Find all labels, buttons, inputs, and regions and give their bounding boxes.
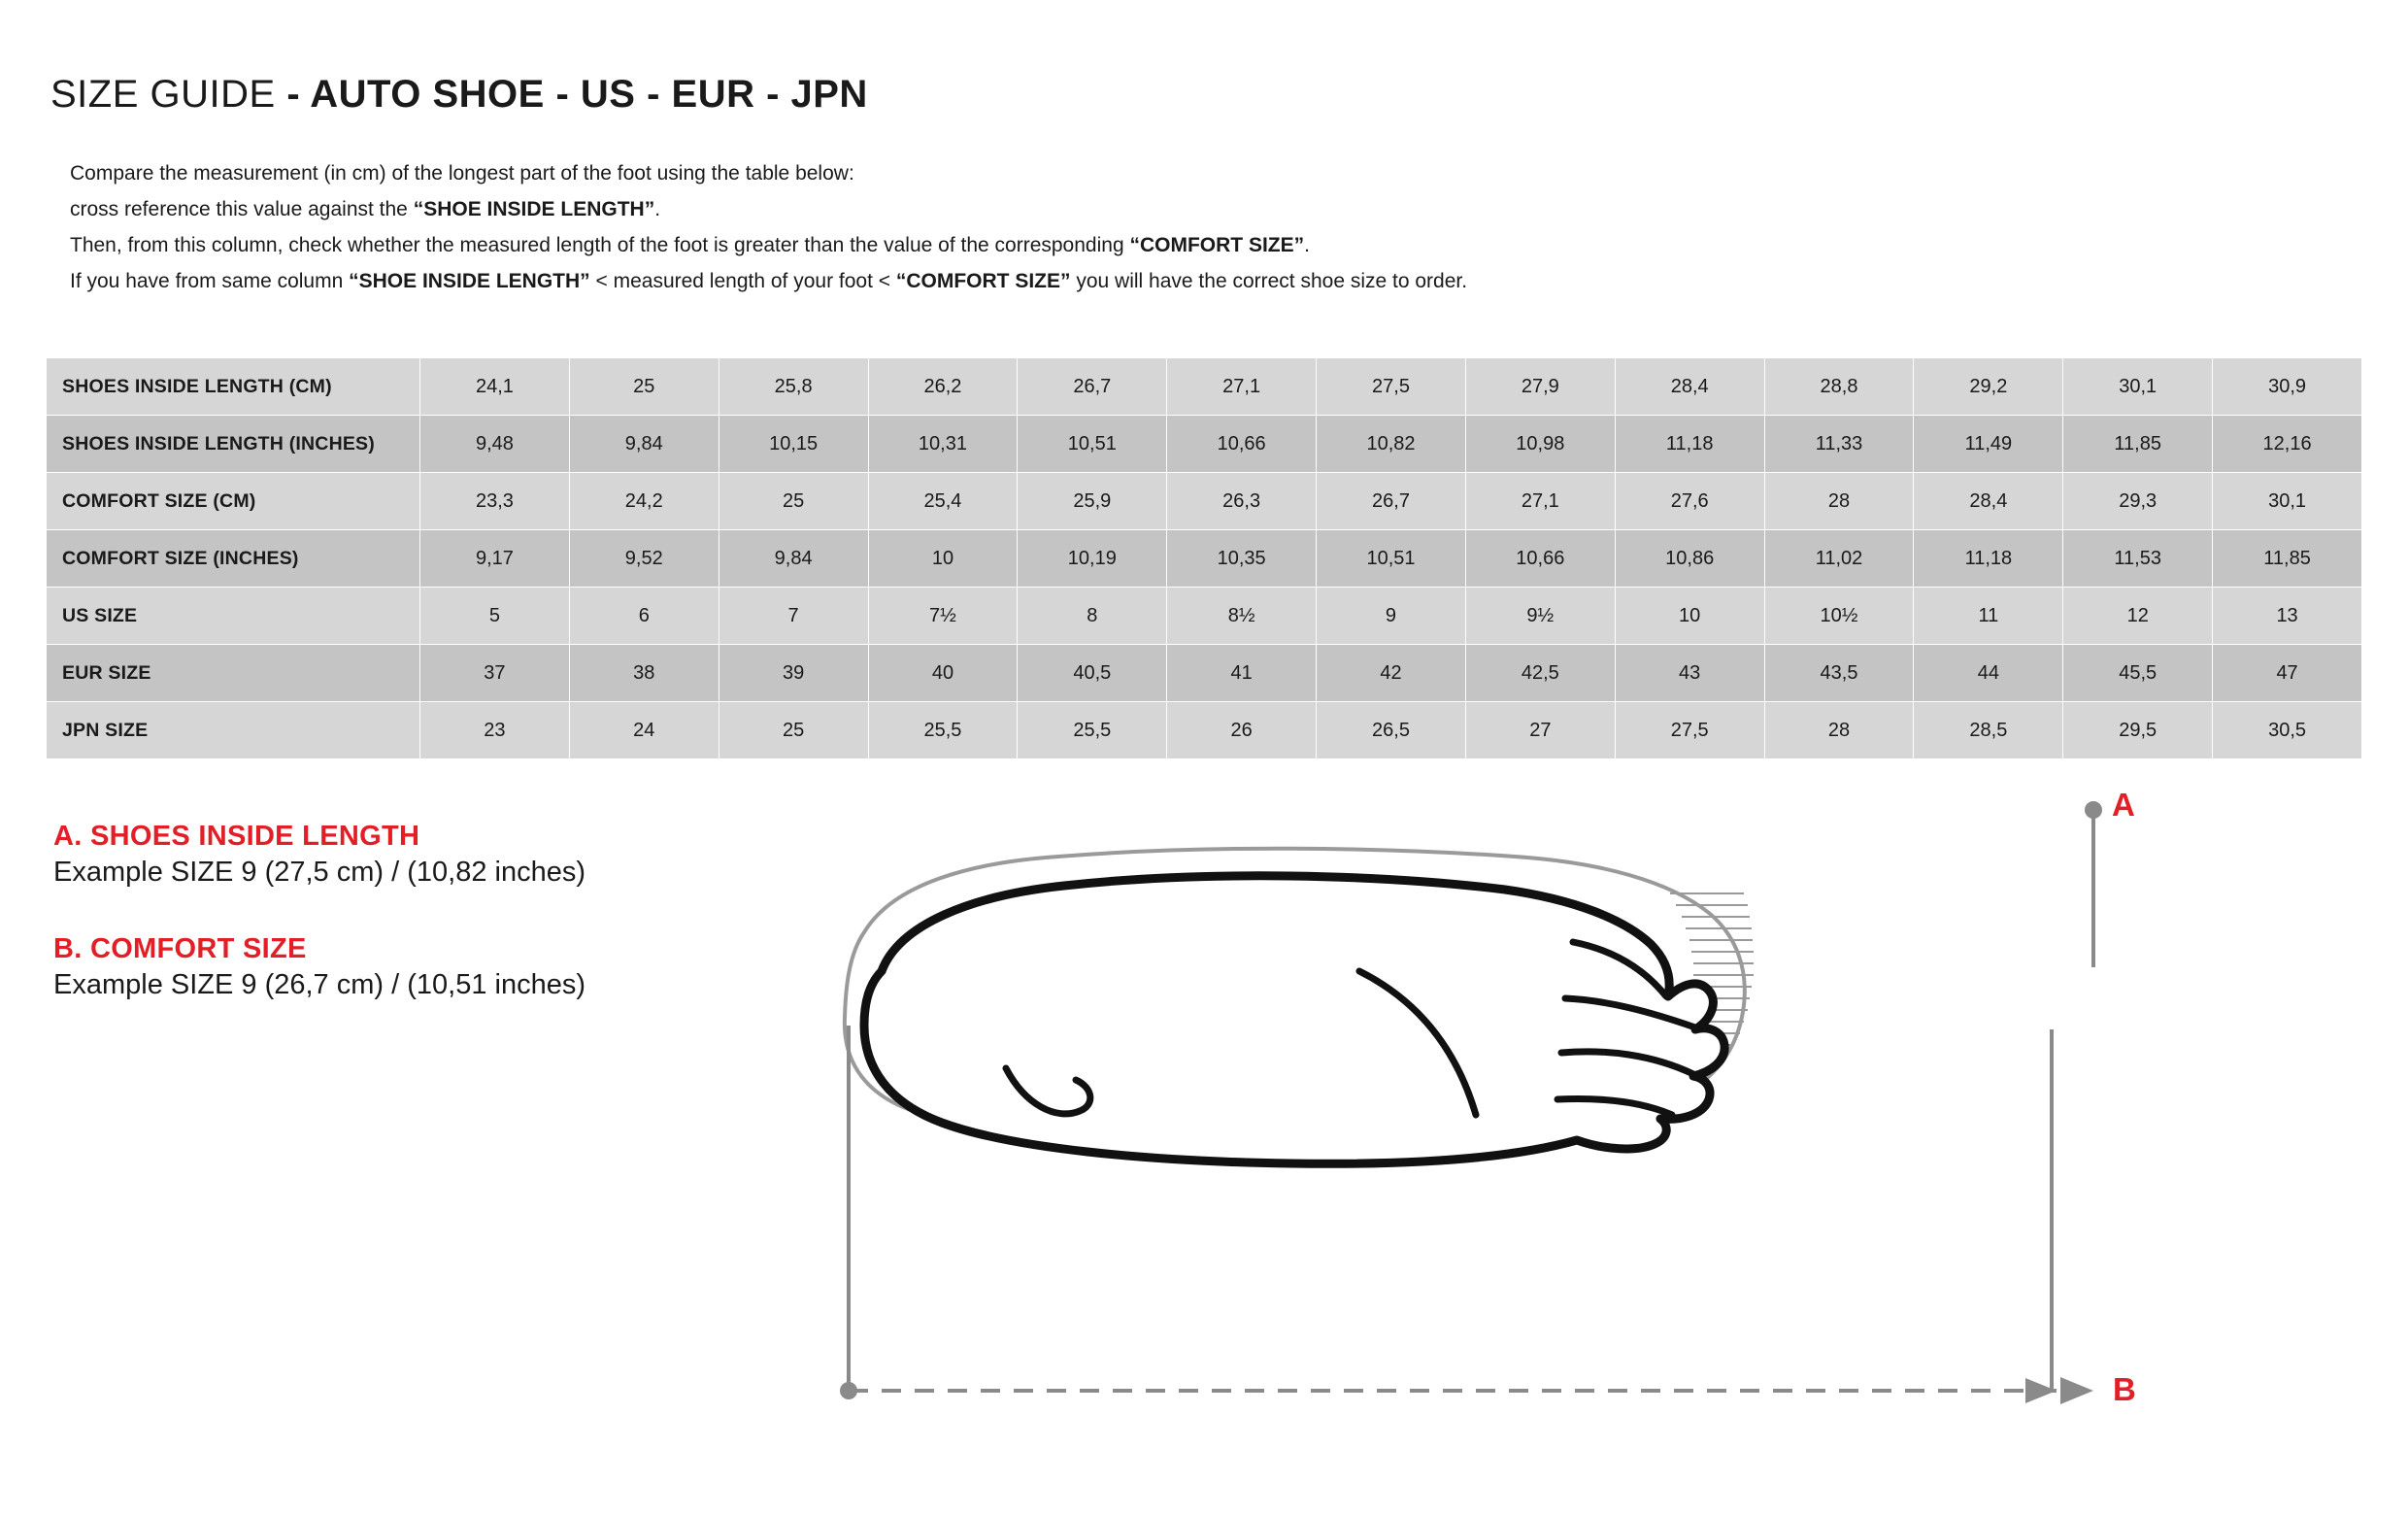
table-cell: 10,51: [1317, 530, 1466, 588]
table-cell: 10: [868, 530, 1018, 588]
table-cell: 11,53: [2063, 530, 2213, 588]
table-cell: 8: [1018, 588, 1167, 645]
page-title: [50, 73, 868, 117]
intro-line-2-text-a: cross reference this value against the: [70, 198, 414, 220]
label-b: B: [2113, 1371, 2136, 1407]
intro-line-2-emph: “SHOE INSIDE LENGTH”: [413, 198, 655, 220]
table-cell: 28,5: [1914, 702, 2063, 759]
table-row: [47, 416, 2362, 473]
intro-line-2: [70, 191, 1467, 227]
table-cell: 27: [1465, 702, 1615, 759]
table-cell: 26,3: [1167, 473, 1317, 530]
table-cell: 43,5: [1764, 645, 1914, 702]
foot-diagram-svg: [835, 777, 2369, 1476]
table-cell: 41: [1167, 645, 1317, 702]
table-cell: 24,1: [420, 358, 570, 416]
intro-line-4-text-e: you will have the correct shoe size to order.: [1070, 270, 1468, 292]
table-cell: 26,5: [1317, 702, 1466, 759]
table-cell: 7: [719, 588, 868, 645]
intro-line-3: [70, 227, 1467, 263]
table-cell: 38: [569, 645, 719, 702]
table-cell: 26,7: [1317, 473, 1466, 530]
table-cell: 43: [1615, 645, 1764, 702]
table-cell: 9,48: [420, 416, 570, 473]
table-cell: 44: [1914, 645, 2063, 702]
intro-line-4: [70, 263, 1467, 299]
table-cell: 9,84: [719, 530, 868, 588]
table-cell: 25,5: [868, 702, 1018, 759]
table-row-header: COMFORT SIZE (CM): [47, 473, 420, 530]
table-row: [47, 530, 2362, 588]
table-cell: 25: [719, 473, 868, 530]
table-cell: 30,9: [2213, 358, 2362, 416]
table-cell: 10½: [1764, 588, 1914, 645]
size-table-container: [46, 357, 2362, 759]
table-cell: 8½: [1167, 588, 1317, 645]
legend-b-title: B. COMFORT SIZE: [53, 933, 307, 964]
table-cell: 6: [569, 588, 719, 645]
foot-outline-path: [864, 876, 1724, 1163]
table-row-header: US SIZE: [47, 588, 420, 645]
table-cell: 11,49: [1914, 416, 2063, 473]
table-cell: 47: [2213, 645, 2362, 702]
table-cell: 11,02: [1764, 530, 1914, 588]
page-title-bold: - AUTO SHOE - US - EUR - JPN: [286, 73, 868, 116]
table-cell: 25,9: [1018, 473, 1167, 530]
table-cell: 40: [868, 645, 1018, 702]
table-cell: 27,6: [1615, 473, 1764, 530]
table-cell: 9,84: [569, 416, 719, 473]
table-cell: 28,8: [1764, 358, 1914, 416]
table-cell: 30,1: [2063, 358, 2213, 416]
table-cell: 30,5: [2213, 702, 2362, 759]
intro-line-3-text-c: .: [1304, 234, 1310, 256]
table-cell: 40,5: [1018, 645, 1167, 702]
table-cell: 10,51: [1018, 416, 1167, 473]
table-cell: 28: [1764, 702, 1914, 759]
table-cell: 25,4: [868, 473, 1018, 530]
table-cell: 29,2: [1914, 358, 2063, 416]
table-row: [47, 702, 2362, 759]
table-cell: 10,98: [1465, 416, 1615, 473]
table-cell: 9½: [1465, 588, 1615, 645]
table-cell: 11,33: [1764, 416, 1914, 473]
table-cell: 10,66: [1167, 416, 1317, 473]
table-cell: 11,85: [2213, 530, 2362, 588]
table-row: [47, 358, 2362, 416]
table-row: [47, 645, 2362, 702]
table-cell: 28,4: [1914, 473, 2063, 530]
table-cell: 27,5: [1317, 358, 1466, 416]
table-cell: 42: [1317, 645, 1466, 702]
table-row-header: SHOES INSIDE LENGTH (INCHES): [47, 416, 420, 473]
table-cell: 25: [569, 358, 719, 416]
table-cell: 26,7: [1018, 358, 1167, 416]
table-cell: 7½: [868, 588, 1018, 645]
intro-text: [70, 155, 1467, 299]
size-table: [46, 357, 2362, 759]
table-cell: 27,9: [1465, 358, 1615, 416]
table-cell: 9: [1317, 588, 1466, 645]
intro-line-1-text: Compare the measurement (in cm) of the longest part of the foot using the table below:: [70, 162, 854, 185]
table-cell: 23: [420, 702, 570, 759]
table-cell: 10,15: [719, 416, 868, 473]
table-cell: 28,4: [1615, 358, 1764, 416]
table-row-header: EUR SIZE: [47, 645, 420, 702]
table-cell: 25,8: [719, 358, 868, 416]
legend: [53, 821, 791, 1001]
table-cell: 9,17: [420, 530, 570, 588]
table-cell: 11,18: [1914, 530, 2063, 588]
table-cell: 27,1: [1167, 358, 1317, 416]
table-cell: 11: [1914, 588, 2063, 645]
table-cell: 30,1: [2213, 473, 2362, 530]
foot-diagram: [835, 777, 2369, 1476]
table-cell: 11,85: [2063, 416, 2213, 473]
table-cell: 39: [719, 645, 868, 702]
intro-line-4-text-c: < measured length of your foot <: [589, 270, 896, 292]
table-cell: 13: [2213, 588, 2362, 645]
legend-a-subtitle: Example SIZE 9 (27,5 cm) / (10,82 inches): [53, 857, 585, 888]
intro-line-2-text-c: .: [654, 198, 661, 220]
table-cell: 42,5: [1465, 645, 1615, 702]
table-cell: 24: [569, 702, 719, 759]
table-cell: 10,66: [1465, 530, 1615, 588]
table-cell: 9,52: [569, 530, 719, 588]
table-cell: 10,31: [868, 416, 1018, 473]
table-row: [47, 473, 2362, 530]
table-cell: 45,5: [2063, 645, 2213, 702]
table-cell: 37: [420, 645, 570, 702]
table-row-header: SHOES INSIDE LENGTH (CM): [47, 358, 420, 416]
table-cell: 10,86: [1615, 530, 1764, 588]
intro-line-3-emph: “COMFORT SIZE”: [1129, 234, 1305, 256]
intro-line-1: [70, 155, 1467, 191]
table-cell: 5: [420, 588, 570, 645]
table-cell: 27,1: [1465, 473, 1615, 530]
table-cell: 10,19: [1018, 530, 1167, 588]
intro-line-3-text-a: Then, from this column, check whether the measured length of the foot is greater than the value of the corresponding: [70, 234, 1130, 256]
page-title-light: SIZE GUIDE: [50, 73, 276, 116]
table-cell: 12: [2063, 588, 2213, 645]
table-cell: 10: [1615, 588, 1764, 645]
table-cell: 11,18: [1615, 416, 1764, 473]
table-cell: 25,5: [1018, 702, 1167, 759]
table-cell: 29,3: [2063, 473, 2213, 530]
legend-b-subtitle: Example SIZE 9 (26,7 cm) / (10,51 inches): [53, 969, 585, 1000]
table-cell: 26: [1167, 702, 1317, 759]
label-a: A: [2112, 787, 2135, 823]
intro-line-4-emph-2: “COMFORT SIZE”: [895, 270, 1071, 292]
table-row-header: JPN SIZE: [47, 702, 420, 759]
table-cell: 24,2: [569, 473, 719, 530]
table-cell: 28: [1764, 473, 1914, 530]
table-cell: 27,5: [1615, 702, 1764, 759]
table-cell: 26,2: [868, 358, 1018, 416]
table-cell: 12,16: [2213, 416, 2362, 473]
table-cell: 10,82: [1317, 416, 1466, 473]
table-cell: 29,5: [2063, 702, 2213, 759]
legend-a-title: A. SHOES INSIDE LENGTH: [53, 821, 420, 852]
table-cell: 23,3: [420, 473, 570, 530]
table-cell: 25: [719, 702, 868, 759]
table-row: [47, 588, 2362, 645]
intro-line-4-emph-1: “SHOE INSIDE LENGTH”: [349, 270, 590, 292]
table-cell: 10,35: [1167, 530, 1317, 588]
table-row-header: COMFORT SIZE (INCHES): [47, 530, 420, 588]
intro-line-4-text-a: If you have from same column: [70, 270, 350, 292]
